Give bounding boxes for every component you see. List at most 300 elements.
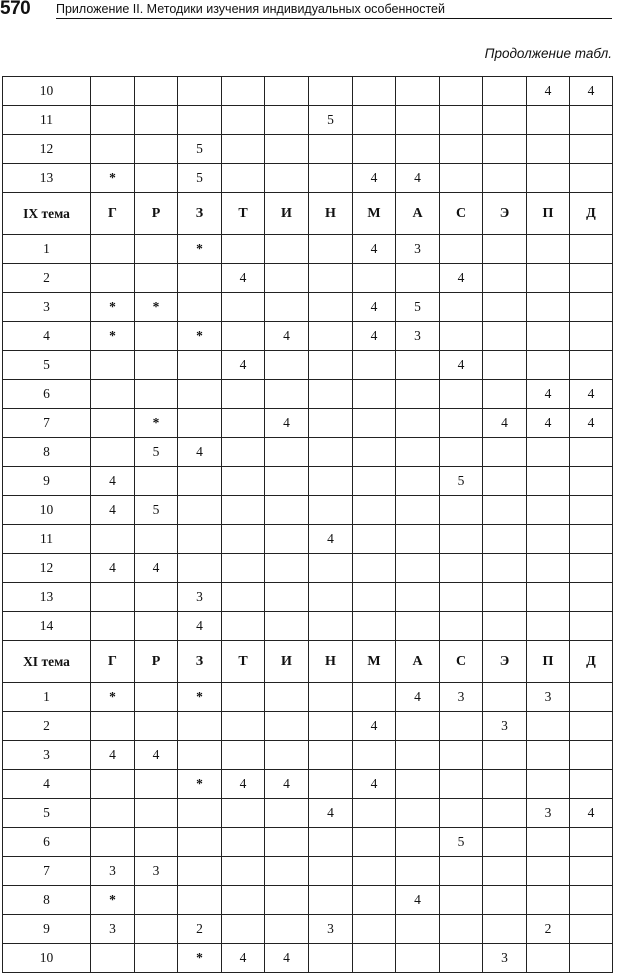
- score-cell: 4: [135, 741, 178, 770]
- score-cell: [265, 351, 309, 380]
- score-cell: [396, 496, 440, 525]
- score-cell: [135, 799, 178, 828]
- table-row: [3, 525, 613, 554]
- score-cell: [265, 264, 309, 293]
- score-cell: [440, 886, 483, 915]
- score-cell: [265, 467, 309, 496]
- scale-header-cell: Э: [483, 193, 527, 235]
- score-cell: [135, 106, 178, 135]
- score-cell: 4: [178, 438, 222, 467]
- score-cell: [91, 828, 135, 857]
- score-cell: [483, 525, 527, 554]
- score-cell: *: [91, 683, 135, 712]
- score-cell: [309, 322, 353, 351]
- score-cell: [265, 438, 309, 467]
- score-cell: [91, 106, 135, 135]
- score-cell: [265, 828, 309, 857]
- score-cell: [178, 293, 222, 322]
- row-number-cell: 6: [3, 828, 91, 857]
- score-cell: [483, 857, 527, 886]
- score-cell: [178, 409, 222, 438]
- score-cell: [483, 351, 527, 380]
- score-cell: 3: [91, 857, 135, 886]
- score-cell: [265, 106, 309, 135]
- score-table-body: [3, 77, 613, 973]
- score-cell: 4: [527, 409, 570, 438]
- score-cell: [222, 525, 265, 554]
- score-cell: 5: [178, 164, 222, 193]
- score-cell: [178, 741, 222, 770]
- score-cell: [91, 264, 135, 293]
- score-cell: [353, 799, 396, 828]
- score-cell: [135, 467, 178, 496]
- score-cell: [265, 554, 309, 583]
- score-cell: [483, 164, 527, 193]
- score-cell: [353, 106, 396, 135]
- score-cell: [396, 741, 440, 770]
- score-cell: [265, 525, 309, 554]
- score-cell: 4: [570, 799, 613, 828]
- score-cell: [483, 264, 527, 293]
- row-number-cell: 8: [3, 886, 91, 915]
- score-cell: 4: [91, 467, 135, 496]
- table-row: [3, 322, 613, 351]
- score-cell: [309, 409, 353, 438]
- scale-header-cell: С: [440, 193, 483, 235]
- score-cell: [570, 525, 613, 554]
- score-cell: [265, 915, 309, 944]
- score-cell: [353, 135, 396, 164]
- score-cell: [135, 944, 178, 973]
- score-cell: [135, 135, 178, 164]
- table-row: [3, 467, 613, 496]
- score-cell: [222, 857, 265, 886]
- score-cell: [440, 322, 483, 351]
- score-cell: [353, 496, 396, 525]
- score-cell: [222, 164, 265, 193]
- table-row: [3, 77, 613, 106]
- score-table: [2, 76, 613, 973]
- row-number-cell: 1: [3, 235, 91, 264]
- score-cell: [483, 106, 527, 135]
- score-cell: [309, 770, 353, 799]
- scale-header-cell: А: [396, 641, 440, 683]
- row-number-cell: 3: [3, 741, 91, 770]
- score-cell: [483, 322, 527, 351]
- score-cell: 4: [527, 77, 570, 106]
- score-cell: [440, 525, 483, 554]
- score-cell: 4: [396, 683, 440, 712]
- theme-label-cell: IX тема: [3, 193, 91, 235]
- score-cell: [483, 886, 527, 915]
- score-cell: 4: [396, 164, 440, 193]
- score-cell: [483, 915, 527, 944]
- score-cell: [135, 351, 178, 380]
- score-cell: [527, 712, 570, 741]
- score-cell: [570, 264, 613, 293]
- score-cell: [309, 351, 353, 380]
- score-cell: [440, 380, 483, 409]
- score-cell: [570, 164, 613, 193]
- scale-header-cell: Д: [570, 193, 613, 235]
- table-row: [3, 683, 613, 712]
- score-cell: [265, 741, 309, 770]
- score-cell: [265, 712, 309, 741]
- score-cell: [353, 857, 396, 886]
- score-cell: [265, 683, 309, 712]
- score-cell: 4: [265, 322, 309, 351]
- table-row: [3, 612, 613, 641]
- score-cell: [309, 380, 353, 409]
- score-cell: [353, 828, 396, 857]
- score-cell: 2: [527, 915, 570, 944]
- score-cell: [91, 712, 135, 741]
- score-cell: [91, 380, 135, 409]
- score-cell: [265, 496, 309, 525]
- score-cell: [135, 712, 178, 741]
- score-cell: [527, 235, 570, 264]
- score-cell: [570, 293, 613, 322]
- score-cell: [353, 264, 396, 293]
- score-cell: [527, 886, 570, 915]
- score-cell: *: [178, 322, 222, 351]
- theme-header-row: [3, 193, 613, 235]
- row-number-cell: 1: [3, 683, 91, 712]
- row-number-cell: 14: [3, 612, 91, 641]
- theme-label-cell: XI тема: [3, 641, 91, 683]
- row-number-cell: 3: [3, 293, 91, 322]
- row-number-cell: 10: [3, 77, 91, 106]
- score-cell: [440, 915, 483, 944]
- score-cell: [91, 525, 135, 554]
- row-number-cell: 9: [3, 915, 91, 944]
- score-cell: 4: [91, 741, 135, 770]
- score-cell: [309, 164, 353, 193]
- score-cell: [483, 683, 527, 712]
- score-cell: [570, 322, 613, 351]
- score-cell: [222, 915, 265, 944]
- score-cell: 5: [309, 106, 353, 135]
- score-cell: [135, 886, 178, 915]
- score-cell: [396, 828, 440, 857]
- score-cell: 4: [527, 380, 570, 409]
- score-cell: [135, 235, 178, 264]
- scale-header-cell: З: [178, 193, 222, 235]
- score-cell: [309, 496, 353, 525]
- score-cell: 3: [135, 857, 178, 886]
- table-row: [3, 164, 613, 193]
- score-cell: [353, 409, 396, 438]
- score-cell: [396, 409, 440, 438]
- score-cell: [353, 583, 396, 612]
- score-cell: *: [91, 293, 135, 322]
- score-cell: [91, 409, 135, 438]
- score-cell: [440, 612, 483, 641]
- score-cell: 2: [178, 915, 222, 944]
- scale-header-cell: М: [353, 641, 396, 683]
- score-cell: [396, 799, 440, 828]
- score-cell: [396, 351, 440, 380]
- score-cell: 4: [265, 944, 309, 973]
- score-cell: *: [178, 235, 222, 264]
- score-cell: 4: [265, 409, 309, 438]
- score-cell: [440, 770, 483, 799]
- score-cell: [135, 828, 178, 857]
- score-cell: [396, 380, 440, 409]
- page-number: 570: [0, 0, 31, 19]
- row-number-cell: 4: [3, 322, 91, 351]
- score-cell: [178, 467, 222, 496]
- score-cell: [309, 612, 353, 641]
- score-cell: [265, 235, 309, 264]
- scale-header-cell: Н: [309, 193, 353, 235]
- score-cell: *: [135, 293, 178, 322]
- scale-header-cell: Р: [135, 193, 178, 235]
- score-cell: [91, 235, 135, 264]
- score-cell: [483, 438, 527, 467]
- score-cell: [265, 799, 309, 828]
- score-cell: [570, 135, 613, 164]
- score-cell: [178, 857, 222, 886]
- score-cell: [570, 886, 613, 915]
- score-cell: [135, 583, 178, 612]
- row-number-cell: 5: [3, 799, 91, 828]
- row-number-cell: 10: [3, 944, 91, 973]
- score-cell: [178, 380, 222, 409]
- score-cell: 3: [91, 915, 135, 944]
- score-cell: [222, 467, 265, 496]
- score-cell: 4: [353, 293, 396, 322]
- scale-header-cell: И: [265, 193, 309, 235]
- score-cell: 4: [440, 351, 483, 380]
- scale-header-cell: Т: [222, 641, 265, 683]
- score-cell: [440, 438, 483, 467]
- scale-header-cell: Т: [222, 193, 265, 235]
- score-cell: *: [178, 944, 222, 973]
- score-cell: *: [91, 322, 135, 351]
- score-cell: [483, 235, 527, 264]
- score-cell: [135, 164, 178, 193]
- table-row: [3, 380, 613, 409]
- score-cell: [91, 612, 135, 641]
- table-row: [3, 712, 613, 741]
- score-cell: [396, 554, 440, 583]
- score-cell: [483, 554, 527, 583]
- scale-header-cell: Г: [91, 641, 135, 683]
- scale-header-cell: Э: [483, 641, 527, 683]
- score-cell: [222, 496, 265, 525]
- score-cell: 5: [135, 438, 178, 467]
- score-cell: 4: [222, 264, 265, 293]
- score-cell: 5: [178, 135, 222, 164]
- score-cell: [91, 583, 135, 612]
- score-cell: 3: [483, 944, 527, 973]
- score-cell: [265, 293, 309, 322]
- score-cell: [353, 438, 396, 467]
- score-cell: 4: [440, 264, 483, 293]
- score-cell: 4: [309, 799, 353, 828]
- scale-header-cell: З: [178, 641, 222, 683]
- score-cell: [265, 857, 309, 886]
- score-cell: [222, 886, 265, 915]
- table-row: [3, 106, 613, 135]
- score-cell: [309, 467, 353, 496]
- score-table-container: [2, 76, 613, 973]
- score-cell: [570, 106, 613, 135]
- score-cell: [396, 915, 440, 944]
- table-row: [3, 857, 613, 886]
- score-cell: 3: [527, 799, 570, 828]
- score-cell: [396, 612, 440, 641]
- score-cell: [440, 135, 483, 164]
- row-number-cell: 10: [3, 496, 91, 525]
- score-cell: [178, 351, 222, 380]
- score-cell: [483, 799, 527, 828]
- score-cell: [91, 135, 135, 164]
- score-cell: [396, 583, 440, 612]
- score-cell: [483, 612, 527, 641]
- score-cell: [570, 770, 613, 799]
- score-cell: [440, 496, 483, 525]
- row-number-cell: 7: [3, 857, 91, 886]
- score-cell: [396, 770, 440, 799]
- score-cell: [309, 438, 353, 467]
- row-number-cell: 13: [3, 583, 91, 612]
- score-cell: [265, 164, 309, 193]
- score-cell: 3: [396, 322, 440, 351]
- score-cell: [353, 683, 396, 712]
- scale-header-cell: Г: [91, 193, 135, 235]
- score-cell: [527, 828, 570, 857]
- score-cell: [222, 106, 265, 135]
- score-cell: [222, 135, 265, 164]
- score-cell: 3: [178, 583, 222, 612]
- score-cell: 4: [309, 525, 353, 554]
- scale-header-cell: М: [353, 193, 396, 235]
- score-cell: [353, 944, 396, 973]
- score-cell: [570, 741, 613, 770]
- score-cell: 5: [440, 828, 483, 857]
- score-cell: [440, 712, 483, 741]
- score-cell: [527, 554, 570, 583]
- score-cell: [527, 164, 570, 193]
- score-cell: [396, 944, 440, 973]
- score-cell: [570, 554, 613, 583]
- score-cell: [309, 857, 353, 886]
- score-cell: [265, 135, 309, 164]
- score-cell: [222, 612, 265, 641]
- score-cell: 4: [396, 886, 440, 915]
- score-cell: [353, 380, 396, 409]
- score-cell: [309, 264, 353, 293]
- score-cell: [222, 683, 265, 712]
- score-cell: [527, 135, 570, 164]
- score-cell: [483, 741, 527, 770]
- score-cell: [396, 712, 440, 741]
- row-number-cell: 11: [3, 106, 91, 135]
- score-cell: [527, 467, 570, 496]
- score-cell: 4: [570, 409, 613, 438]
- score-cell: [135, 380, 178, 409]
- score-cell: [91, 799, 135, 828]
- page-header: [0, 0, 620, 22]
- score-cell: 3: [396, 235, 440, 264]
- score-cell: 4: [353, 235, 396, 264]
- score-cell: [353, 525, 396, 554]
- score-cell: [135, 322, 178, 351]
- score-cell: [483, 828, 527, 857]
- score-cell: [440, 857, 483, 886]
- score-cell: [222, 438, 265, 467]
- score-cell: [178, 264, 222, 293]
- table-row: [3, 351, 613, 380]
- score-cell: [135, 264, 178, 293]
- score-cell: *: [91, 886, 135, 915]
- score-cell: [353, 351, 396, 380]
- score-cell: [178, 77, 222, 106]
- score-cell: [527, 741, 570, 770]
- score-cell: [527, 438, 570, 467]
- score-cell: [440, 554, 483, 583]
- score-cell: [309, 583, 353, 612]
- score-cell: [483, 380, 527, 409]
- score-cell: [396, 264, 440, 293]
- table-row: [3, 915, 613, 944]
- scale-header-cell: П: [527, 641, 570, 683]
- score-cell: [222, 799, 265, 828]
- continuation-label: Продолжение табл.: [484, 46, 612, 61]
- scale-header-cell: Н: [309, 641, 353, 683]
- score-cell: [570, 235, 613, 264]
- score-cell: 4: [570, 77, 613, 106]
- score-cell: [527, 944, 570, 973]
- score-cell: [570, 944, 613, 973]
- score-cell: [265, 886, 309, 915]
- score-cell: [396, 77, 440, 106]
- scale-header-cell: П: [527, 193, 570, 235]
- score-cell: 4: [353, 322, 396, 351]
- score-cell: [483, 77, 527, 106]
- score-cell: [440, 409, 483, 438]
- score-cell: *: [178, 683, 222, 712]
- table-row: [3, 583, 613, 612]
- score-cell: 3: [483, 712, 527, 741]
- score-cell: [527, 293, 570, 322]
- scale-header-cell: Д: [570, 641, 613, 683]
- table-row: [3, 944, 613, 973]
- score-cell: [440, 77, 483, 106]
- score-cell: [396, 525, 440, 554]
- score-cell: [309, 886, 353, 915]
- score-cell: [570, 857, 613, 886]
- score-cell: 5: [135, 496, 178, 525]
- row-number-cell: 4: [3, 770, 91, 799]
- score-cell: [483, 496, 527, 525]
- table-row: [3, 554, 613, 583]
- row-number-cell: 8: [3, 438, 91, 467]
- score-cell: [178, 828, 222, 857]
- score-cell: [135, 612, 178, 641]
- row-number-cell: 13: [3, 164, 91, 193]
- scale-header-cell: И: [265, 641, 309, 683]
- score-cell: [483, 583, 527, 612]
- table-row: [3, 293, 613, 322]
- row-number-cell: 7: [3, 409, 91, 438]
- score-cell: 4: [222, 351, 265, 380]
- score-cell: [527, 351, 570, 380]
- score-cell: [222, 380, 265, 409]
- score-cell: [570, 712, 613, 741]
